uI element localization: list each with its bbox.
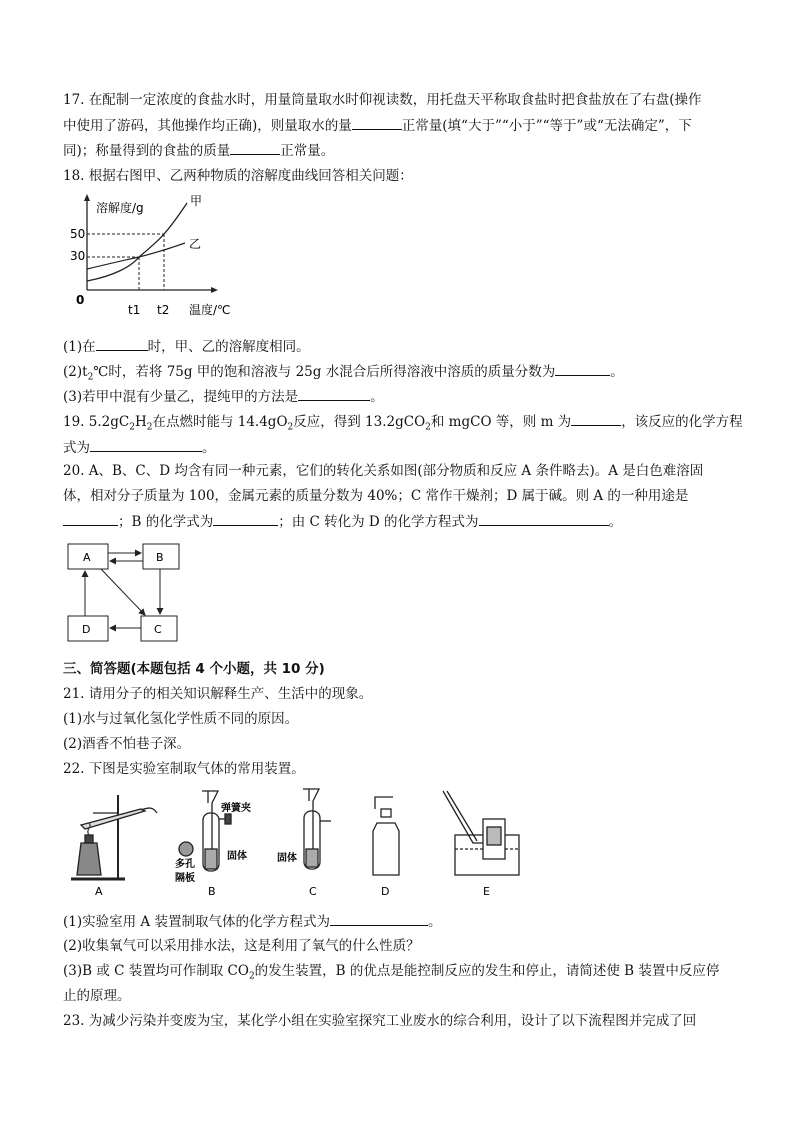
y-axis-label: 溶解度/g — [96, 201, 144, 215]
answer-blank[interactable] — [90, 437, 202, 452]
answer-blank[interactable] — [230, 140, 280, 155]
arrow-a-c — [101, 569, 145, 615]
annot-porous-plate-2: 隔板 — [175, 873, 195, 884]
q23-line1: 23. 为减少污染并变废为宝，某化学小组在实验室探究工业废水的综合利用，设计了以下流程图并完成了回 — [63, 1013, 697, 1029]
series-jia-label: 甲 — [190, 194, 203, 208]
q18-intro: 18. 根据右图甲、乙两种物质的溶解度曲线回答相关问题： — [63, 168, 413, 184]
box-a-label: A — [83, 551, 91, 564]
q22-part1: (1)实验室用 A 装置制取气体的化学方程式为 。 — [63, 911, 441, 932]
q19-line1: 19. $5.2gC_2H_2$在点燃时能与 $14.4gO_2$反应，得到 13.2gCO$_2$和 mgCO 等，则 m 为 ，该反应的化学方程 — [63, 411, 743, 438]
q20-line2: 体，相对分子质量为 100，金属元素的质量分数为 40%；C 常作干燥剂；D 属于碱。则 A 的一种用途是 — [63, 488, 689, 504]
apparatus-d-label: D — [381, 885, 390, 898]
answer-blank[interactable] — [352, 115, 402, 130]
apparatus-a — [71, 795, 157, 879]
q22-part2: (2)收集氧气可以采用排水法，这是利用了氧气的什么性质？ — [63, 938, 420, 954]
y-tick-30: 30 — [70, 249, 86, 263]
q22-line1: 22. 下图是实验室制取气体的常用装置。 — [63, 761, 305, 777]
section-heading: 三、简答题(本题包括 4 个小题，共 10 分) — [63, 661, 325, 677]
apparatus-d — [373, 797, 399, 875]
apparatus-figure — [63, 783, 523, 903]
q17-line1: 17. 在配制一定浓度的食盐水时，用量筒量取水时仰视读数，用托盘天平称取食盐时把食盐放在了右盘(操作 — [63, 92, 702, 108]
q22-part3-cont: 止的原理。 — [63, 988, 131, 1004]
answer-blank[interactable] — [330, 911, 428, 926]
apparatus-c-label: C — [309, 885, 317, 898]
q20-line3: ；B 的化学式为 ；由 C 转化为 D 的化学方程式为 。 — [63, 511, 622, 532]
y-tick-50: 50 — [70, 227, 86, 241]
answer-blank[interactable] — [298, 386, 370, 401]
q20-line1: 20. A、B、C、D 均含有同一种元素，它们的转化关系如图(部分物质和反应 A 条件略去)。A 是白色难溶固 — [63, 463, 704, 479]
x-tick-t2: t2 — [157, 303, 170, 317]
apparatus-a-label: A — [95, 885, 103, 898]
answer-blank[interactable] — [571, 411, 621, 426]
annot-porous-plate: 多孔 — [175, 859, 195, 870]
q19-line2: 式为 。 — [63, 437, 216, 458]
series-yi-label: 乙 — [189, 237, 202, 251]
box-d-label: D — [82, 623, 91, 636]
annot-solid-c: 固体 — [277, 853, 297, 864]
answer-blank[interactable] — [63, 511, 118, 526]
box-c-label: C — [154, 623, 162, 636]
q17-line3: 同)；称量得到的食盐的质量 正常量。 — [63, 140, 334, 161]
box-b-label: B — [156, 551, 164, 564]
answer-blank[interactable] — [479, 511, 609, 526]
annot-spring-clip: 弹簧夹 — [221, 803, 251, 814]
annot-solid-b: 固体 — [227, 851, 247, 862]
solubility-chart — [63, 190, 253, 325]
q22-part3: (3)B 或 C 装置均可作制取 $CO_2$的发生装置，B 的优点是能控制反应的发生和停止，请简述使 B 装置中反应停 — [63, 963, 720, 982]
apparatus-b-label: B — [208, 885, 216, 898]
q21-part1: (1)水与过氧化氢化学性质不同的原因。 — [63, 711, 299, 727]
x-tick-t1: t1 — [128, 303, 141, 317]
apparatus-c — [303, 789, 331, 869]
y-axis-arrow — [84, 194, 90, 201]
q18-part1: (1)在 时，甲、乙的溶解度相同。 — [63, 336, 310, 357]
x-axis-label: 温度/℃ — [189, 303, 231, 317]
q21-part2: (2)酒香不怕巷子深。 — [63, 736, 191, 752]
x-axis-arrow — [211, 287, 218, 293]
origin-label: 0 — [76, 293, 85, 307]
series-yi-line — [87, 243, 185, 269]
answer-blank[interactable] — [213, 511, 278, 526]
answer-blank[interactable] — [555, 361, 610, 376]
q18-part3: (3)若甲中混有少量乙，提纯甲的方法是 。 — [63, 386, 384, 407]
q17-line2: 中使用了游码，其他操作均正确)，则量取水的量 正常量(填“大于”“小于”“等于”或“无法确定”，下 — [63, 115, 692, 136]
answer-blank[interactable] — [96, 336, 148, 351]
apparatus-e-label: E — [483, 885, 490, 898]
q21-line1: 21. 请用分子的相关知识解释生产、生活中的现象。 — [63, 686, 373, 702]
conversion-diagram — [63, 540, 188, 645]
apparatus-e — [443, 791, 519, 875]
q18-part2: $(2)t_2℃$时，若将 75g 甲的饱和溶液与 25g 水混合后所得溶液中溶质的质量分数为 。 — [63, 361, 624, 388]
